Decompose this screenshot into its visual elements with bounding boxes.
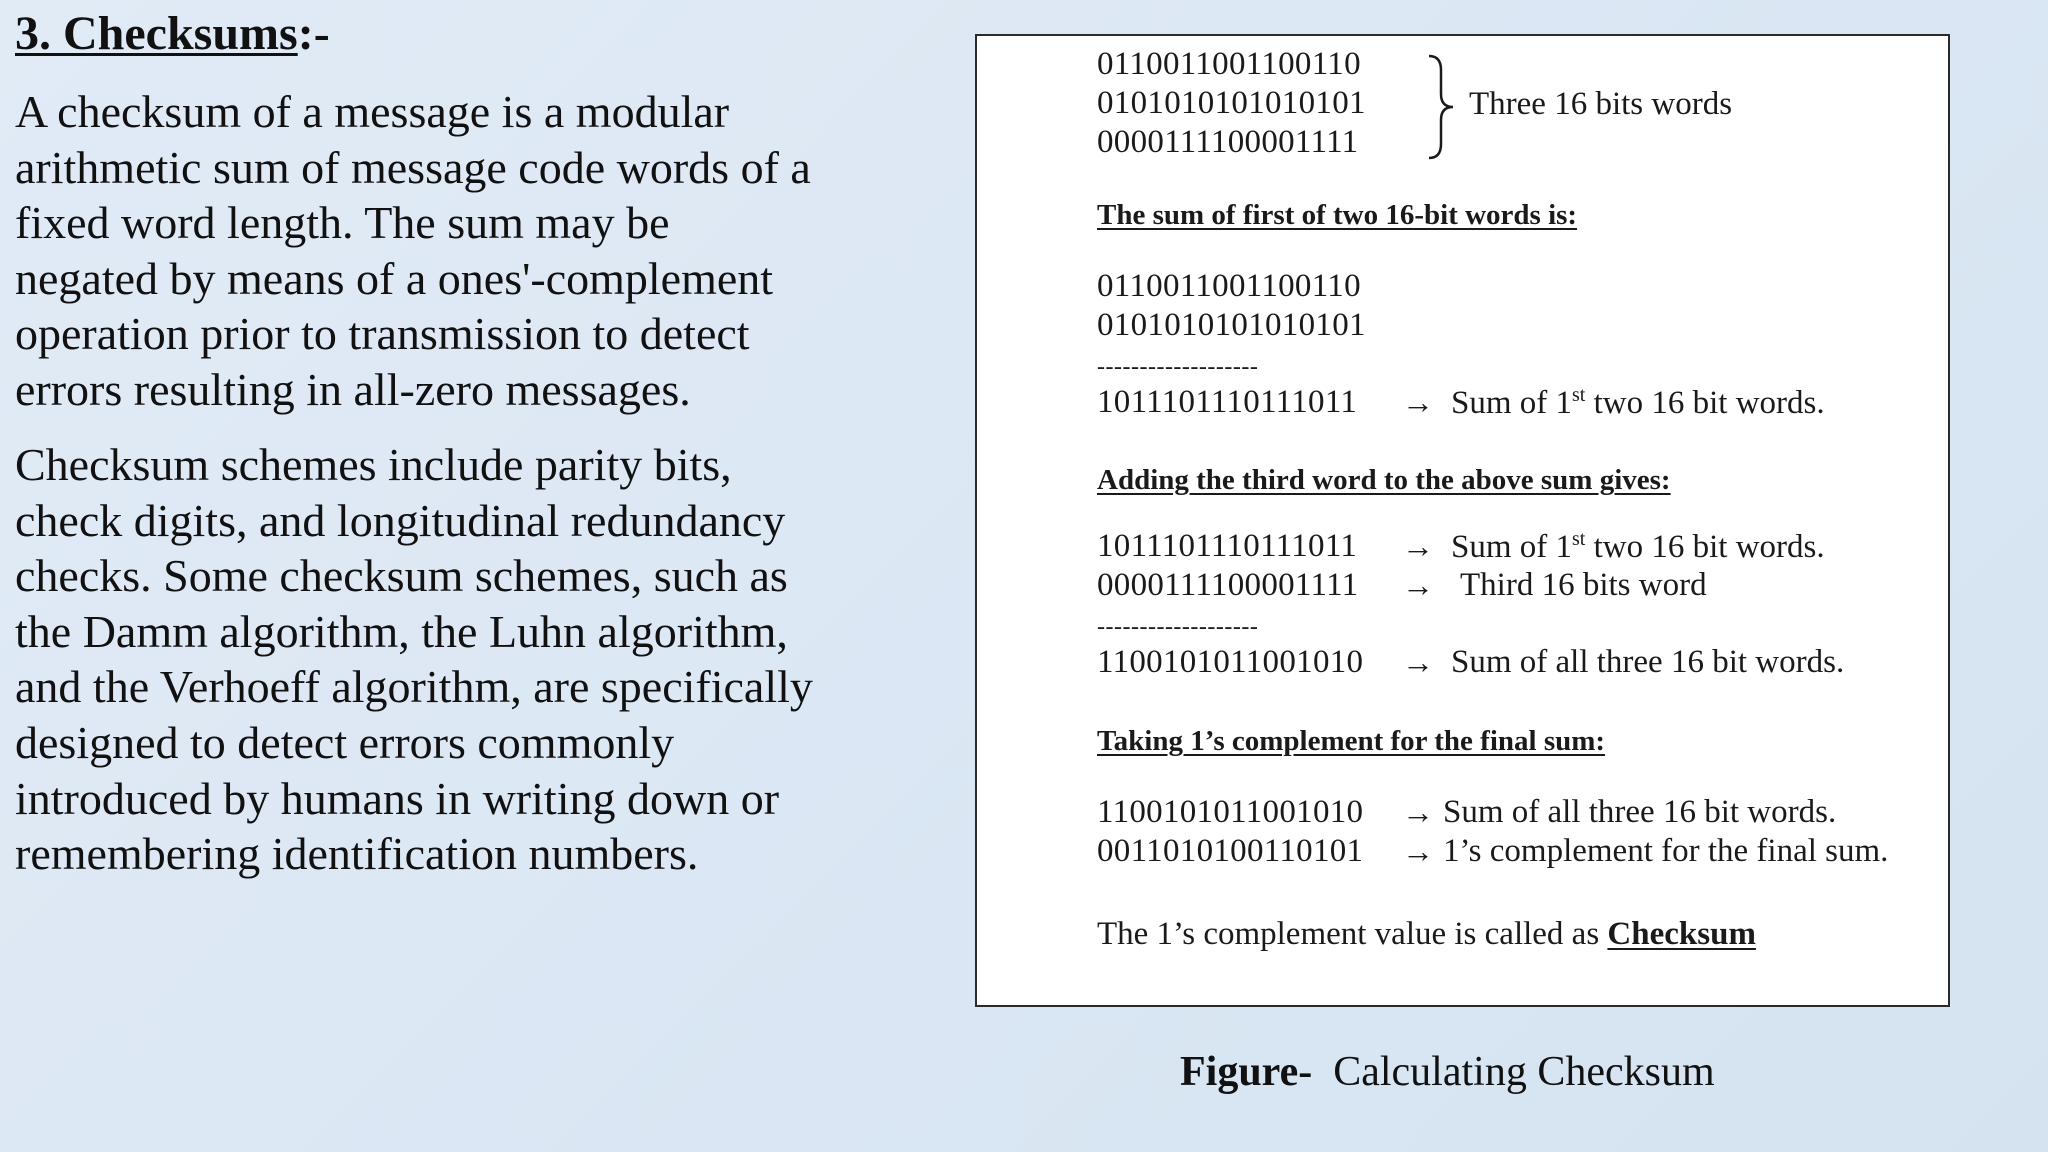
dashed-separator: ------------------- — [1097, 354, 1259, 380]
add-operand-1: 1011101110111011 — [1097, 528, 1358, 564]
heading-title: 3. Checksums — [15, 7, 298, 60]
binary-word-1: 0110011001100110 — [1097, 46, 1361, 82]
add-operand-2: 0000111100001111 — [1097, 567, 1359, 603]
three-words-note: Three 16 bits words — [1469, 86, 1733, 122]
sum-operand-1: 0110011001100110 — [1097, 268, 1361, 304]
paragraph-line: Checksum schemes include parity bits, — [15, 439, 732, 490]
right-arrow-icon: → — [1402, 833, 1434, 869]
sum-three-note: Sum of all three 16 bit words. — [1451, 644, 1845, 680]
superscript-st: st — [1572, 528, 1586, 550]
note-text: two 16 bit words. — [1585, 385, 1825, 421]
superscript-st: st — [1572, 384, 1586, 406]
binary-word-2: 0101010101010101 — [1097, 85, 1366, 121]
section-heading-sum-two: The sum of first of two 16-bit words is: — [1097, 199, 1578, 231]
paragraph-line: arithmetic sum of message code words of a — [15, 141, 811, 193]
complement-input: 1100101011001010 — [1097, 794, 1364, 830]
final-statement-text: The 1’s complement value is called as — [1097, 916, 1608, 952]
sum-operand-2: 0101010101010101 — [1097, 307, 1366, 343]
checksum-figure — [975, 34, 1950, 1007]
paragraph-line: remembering identification numbers. — [15, 828, 699, 880]
paragraph-line: checks. Some checksum schemes, such as — [15, 550, 788, 602]
right-arrow-icon: → — [1402, 384, 1434, 420]
figure-caption — [1180, 1048, 1715, 1096]
paragraph-line: errors resulting in all-zero messages. — [15, 363, 691, 415]
caption-label: Figure- — [1180, 1049, 1313, 1095]
right-arrow-icon: → — [1402, 567, 1434, 603]
checksum-term: Checksum — [1607, 916, 1756, 952]
paragraph-line: designed to detect errors commonly — [15, 716, 675, 768]
paragraph-checksum-schemes — [15, 437, 915, 882]
slide-heading — [15, 4, 330, 64]
section-heading-add-third: Adding the third word to the above sum gives: — [1097, 464, 1671, 496]
complement-input-note: Sum of all three 16 bit words. — [1443, 794, 1837, 830]
paragraph-line: introduced by humans in writing down or — [15, 772, 780, 824]
paragraph-line: A checksum of a message is a modular — [15, 86, 730, 137]
sum-result-two: 1011101110111011 — [1097, 384, 1358, 420]
note-text: Sum of 1 — [1451, 385, 1573, 421]
paragraph-line: check digits, and longitudinal redundancy — [15, 494, 786, 546]
paragraph-line: negated by means of a ones'-complement — [15, 252, 774, 304]
heading-suffix: :- — [297, 7, 330, 60]
paragraph-line: and the Verhoeff algorithm, are specifically — [15, 661, 813, 713]
sum-result-three: 1100101011001010 — [1097, 644, 1364, 680]
paragraph-line: the Damm algorithm, the Luhn algorithm, — [15, 605, 788, 657]
caption-text: Calculating Checksum — [1333, 1049, 1715, 1095]
section-heading-complement: Taking 1’s complement for the final sum: — [1097, 725, 1606, 757]
final-statement — [1097, 916, 1756, 953]
right-arrow-icon: → — [1402, 794, 1434, 830]
paragraph-checksum-definition — [15, 84, 915, 418]
sum-two-note — [1451, 384, 1825, 422]
add-operand-2-note: Third 16 bits word — [1460, 567, 1707, 603]
complement-result: 0011010100110101 — [1097, 833, 1364, 869]
note-text: Sum of 1 — [1451, 529, 1573, 565]
complement-result-note: 1’s complement for the final sum. — [1443, 833, 1889, 869]
curly-brace-icon — [1425, 52, 1455, 162]
add-operand-1-note — [1451, 528, 1825, 566]
paragraph-line: operation prior to transmission to detect — [15, 308, 750, 360]
binary-word-3: 0000111100001111 — [1097, 124, 1359, 160]
dashed-separator: ------------------- — [1097, 614, 1259, 640]
right-arrow-icon: → — [1402, 644, 1434, 680]
note-text: two 16 bit words. — [1585, 529, 1825, 565]
paragraph-line: fixed word length. The sum may be — [15, 197, 670, 249]
right-arrow-icon: → — [1402, 528, 1434, 564]
